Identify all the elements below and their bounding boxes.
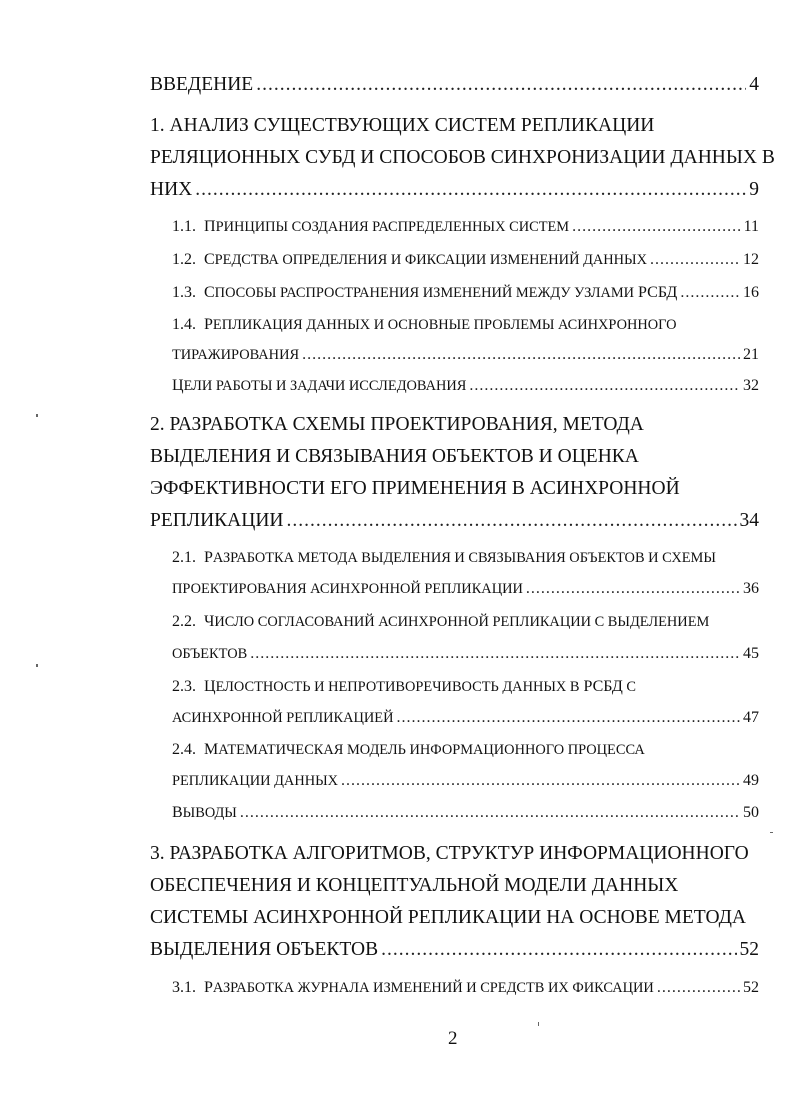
chapter-2-heading-line-3: ЭФФЕКТИВНОСТИ ЕГО ПРИМЕНЕНИЯ В АСИНХРОННОЙ	[150, 478, 680, 499]
toc-page-number: 34	[739, 510, 759, 531]
section-title-rest: ЕЛОСТНОСТЬ И НЕПРОТИВОРЕЧИВОСТЬ ДАННЫХ В	[215, 679, 580, 695]
dot-leader	[250, 645, 740, 663]
toc-entry-section-1-2[interactable]	[172, 251, 759, 269]
section-title-rest: ИСЛО СОГЛАСОВАНИЙ АСИНХРОННОЙ РЕПЛИКАЦИИ С ВЫДЕЛЕНИЕМ	[214, 614, 710, 630]
section-number: 1.1.	[172, 218, 196, 235]
toc-entry-title	[172, 251, 647, 269]
toc-entry-title: НИХ	[150, 179, 193, 200]
chapter-2-heading-line-1: 2. РАЗРАБОТКА СХЕМЫ ПРОЕКТИРОВАНИЯ, МЕТОДА	[150, 414, 644, 435]
toc-page-number: 47	[743, 709, 759, 726]
toc-entry-intro[interactable]	[150, 74, 759, 96]
dot-leader	[650, 251, 740, 269]
toc-page-number: 49	[743, 772, 759, 789]
toc-entry-section-2-1[interactable]	[172, 580, 759, 598]
section-title-rest: ЫВОДЫ	[182, 805, 237, 821]
dot-leader	[286, 510, 736, 532]
dot-leader	[469, 377, 740, 395]
toc-page-number: 9	[749, 179, 759, 200]
section-initial: Р	[204, 979, 213, 996]
dot-leader	[680, 284, 740, 302]
chapter-3-heading-line-3: СИСТЕМЫ АСИНХРОННОЙ РЕПЛИКАЦИИ НА ОСНОВЕ МЕТОДА	[150, 907, 746, 928]
section-number: 2.3.	[172, 678, 196, 695]
toc-page-number: 50	[743, 804, 759, 821]
toc-entry-title: ОБЪЕКТОВ	[172, 646, 248, 662]
toc-entry-section-2-4[interactable]	[172, 772, 759, 790]
section-initial: Ч	[204, 613, 215, 630]
section-initial: Ц	[172, 377, 184, 394]
toc-entry-chapter-2[interactable]	[150, 510, 759, 532]
page-number: 2	[448, 1028, 458, 1049]
toc-entry-title: ТИРАЖИРОВАНИЯ	[172, 347, 300, 363]
section-title-rest-2: С	[622, 679, 636, 695]
scan-speck	[538, 1022, 539, 1026]
section-title-rest: АЗРАБОТКА ЖУРНАЛА ИЗМЕНЕНИЙ И СРЕДСТВ ИХ ФИКСАЦИИ	[212, 980, 654, 996]
toc-page-number: 4	[749, 74, 759, 95]
section-number: 1.2.	[172, 251, 196, 268]
dot-leader	[341, 772, 740, 790]
section-title-rest: РИНЦИПЫ СОЗДАНИЯ РАСПРЕДЕЛЕННЫХ СИСТЕМ	[215, 219, 570, 235]
toc-page-number: 36	[743, 580, 759, 597]
toc-page-number: 12	[743, 251, 759, 268]
dot-leader	[256, 74, 746, 96]
toc-page-number: 32	[743, 377, 759, 394]
section-initial: Ц	[204, 678, 216, 695]
toc-entry-section-2-1-line-1[interactable]	[172, 549, 716, 567]
toc-entry-title	[172, 804, 237, 822]
section-title-rest: АТЕМАТИЧЕСКАЯ МОДЕЛЬ ИНФОРМАЦИОННОГО ПРОЦЕССА	[218, 742, 645, 758]
toc-entry-title	[172, 218, 569, 236]
toc-page-number: 16	[743, 284, 759, 301]
section-number: 2.1.	[172, 549, 196, 566]
section-title-rest: ЕЛИ РАБОТЫ И ЗАДАЧИ ИССЛЕДОВАНИЯ	[183, 378, 467, 394]
toc-entry-section-2-3-line-1[interactable]	[172, 678, 636, 696]
dot-leader	[572, 218, 741, 236]
scan-speck	[36, 414, 38, 417]
dot-leader	[657, 979, 740, 997]
toc-entry-goals[interactable]	[172, 377, 759, 395]
toc-entry-section-3-1[interactable]	[172, 979, 759, 997]
section-title-mid: РСБД	[579, 678, 623, 695]
chapter-3-heading-line-2: ОБЕСПЕЧЕНИЯ И КОНЦЕПТУАЛЬНОЙ МОДЕЛИ ДАННЫХ	[150, 875, 679, 896]
toc-page-number: 45	[743, 645, 759, 662]
section-title-rest: АЗРАБОТКА МЕТОДА ВЫДЕЛЕНИЯ И СВЯЗЫВАНИЯ ОБЪЕКТОВ И СХЕМЫ	[212, 550, 716, 566]
section-number: 3.1.	[172, 979, 196, 996]
toc-entry-section-1-1[interactable]	[172, 218, 759, 236]
toc-entry-title: ВВЕДЕНИЕ	[150, 74, 254, 95]
dot-leader	[302, 346, 740, 364]
section-initial: М	[204, 741, 219, 758]
section-number: 1.3.	[172, 284, 196, 301]
section-initial: Р	[204, 316, 213, 333]
dot-leader	[526, 580, 740, 598]
section-initial: П	[204, 218, 216, 235]
toc-entry-title	[172, 979, 654, 997]
toc-entry-title: РЕПЛИКАЦИИ ДАННЫХ	[172, 773, 339, 789]
toc-entry-title: РЕПЛИКАЦИИ	[150, 510, 284, 531]
toc-entry-section-1-4[interactable]	[172, 346, 759, 364]
chapter-3-heading-line-1: 3. РАЗРАБОТКА АЛГОРИТМОВ, СТРУКТУР ИНФОРМАЦИОННОГО	[150, 843, 749, 864]
chapter-1-heading-line-2: РЕЛЯЦИОННЫХ СУБД И СПОСОБОВ СИНХРОНИЗАЦИИ ДАННЫХ В	[150, 147, 775, 168]
scan-speck	[36, 664, 38, 667]
toc-entry-section-2-4-line-1[interactable]	[172, 741, 645, 759]
section-initial: Р	[204, 549, 213, 566]
toc-entry-section-2-2[interactable]	[172, 645, 759, 663]
section-title-tail: РСБД	[634, 284, 678, 301]
toc-entry-title: АСИНХРОННОЙ РЕПЛИКАЦИЕЙ	[172, 710, 394, 726]
toc-entry-title: ПРОЕКТИРОВАНИЯ АСИНХРОННОЙ РЕПЛИКАЦИИ	[172, 581, 523, 597]
toc-page-number: 52	[739, 939, 759, 960]
toc-page-number: 21	[743, 346, 759, 363]
section-initial: В	[172, 804, 183, 821]
toc-entry-title: ВЫДЕЛЕНИЯ ОБЪЕКТОВ	[150, 939, 379, 960]
toc-entry-section-1-4-line-1[interactable]	[172, 316, 677, 334]
toc-entry-section-2-3[interactable]	[172, 709, 759, 727]
section-title-rest: РЕДСТВА ОПРЕДЕЛЕНИЯ И ФИКСАЦИИ ИЗМЕНЕНИЙ ДАННЫХ	[214, 252, 648, 268]
section-title-rest: ЕПЛИКАЦИЯ ДАННЫХ И ОСНОВНЫЕ ПРОБЛЕМЫ АСИНХРОННОГО	[212, 317, 677, 333]
dot-leader	[240, 804, 740, 822]
dot-leader	[195, 179, 746, 201]
chapter-1-heading-line-1: 1. АНАЛИЗ СУЩЕСТВУЮЩИХ СИСТЕМ РЕПЛИКАЦИИ	[150, 115, 655, 136]
toc-entry-title	[172, 284, 677, 302]
section-initial: С	[204, 284, 215, 301]
section-title-rest: ПОСОБЫ РАСПРОСТРАНЕНИЯ ИЗМЕНЕНИЙ МЕЖДУ УЗЛАМИ	[214, 285, 635, 301]
dot-leader	[381, 939, 736, 961]
section-initial: С	[204, 251, 215, 268]
scan-speck	[770, 832, 773, 833]
section-number: 2.2.	[172, 613, 196, 630]
toc-page-number: 11	[743, 218, 759, 235]
section-number: 1.4.	[172, 316, 196, 333]
toc-entry-chapter-3[interactable]	[150, 939, 759, 961]
toc-entry-chapter-1[interactable]	[150, 179, 759, 201]
toc-page-number: 52	[743, 979, 759, 996]
toc-entry-section-1-3[interactable]	[172, 284, 759, 302]
toc-entry-conclusions[interactable]	[172, 804, 759, 822]
chapter-2-heading-line-2: ВЫДЕЛЕНИЯ И СВЯЗЫВАНИЯ ОБЪЕКТОВ И ОЦЕНКА	[150, 446, 639, 467]
dot-leader	[397, 709, 741, 727]
section-number: 2.4.	[172, 741, 196, 758]
toc-entry-section-2-2-line-1[interactable]	[172, 613, 709, 631]
toc-entry-title	[172, 377, 466, 395]
